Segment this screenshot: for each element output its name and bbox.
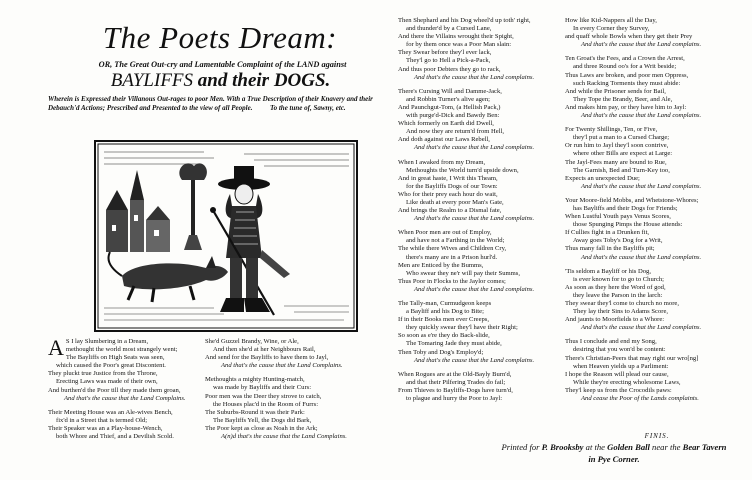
verse-line: Thus Laws are broken, and poor men Oppress, — [565, 71, 689, 79]
verse-line: And that's the cause that the Land complains. — [414, 73, 535, 81]
stanza — [398, 159, 570, 224]
verse-line: When Rogues are at the Old-Bayly Burn'd, — [398, 370, 512, 378]
verse-line: When I awaked from my Dream, — [398, 158, 486, 166]
verse-line: And send for the Bayliffs to have them to Jayl, — [205, 354, 329, 362]
verse-line: to plague and hurry the Poor to Jayl: — [406, 395, 503, 403]
finis-text: FINIS. — [644, 432, 670, 440]
stanza — [565, 55, 745, 120]
verse-line: From Thieves to Bayliffs-Dogs have turn'd, — [398, 386, 513, 394]
verse-line: those Spunging Pimps the House attends: — [573, 221, 683, 229]
verse-line: Methoughts the World turn'd upside down, — [406, 166, 519, 174]
verse-line: The Jayl-Fees many are bound to Rue, — [565, 158, 667, 166]
verse-line: has Bayliffs and their Dogs for Friends; — [573, 204, 678, 212]
verse-line: The Poor kept as close as Noah in the Ark; — [205, 424, 318, 432]
verse-line: And that's the cause that the Land complains. — [581, 182, 702, 190]
verse-line: And that's the cause that the Land complains. — [581, 253, 702, 261]
stanza — [565, 197, 745, 262]
verse-line: with purge'd-Dick and Bawdy Ben: — [406, 112, 500, 120]
stanza — [565, 268, 745, 333]
verse-line: methought the world most strangely went; — [65, 346, 178, 354]
verse-line: and three Round oo's for a Writ beside; — [573, 63, 677, 71]
verse-line: the Houses plac'd in the Room of Furrs: — [213, 400, 319, 408]
verse-line: And Paunchgut-Tom, (a Hellish Pack,) — [398, 103, 501, 111]
verse-line: And now they are return'd from Hell, — [406, 128, 505, 136]
verse-line: And jaunts to Moorfields to a Whore: — [565, 316, 665, 324]
verse-line: fix'd in a Street that is termed Old; — [56, 416, 148, 424]
verse-line: And then she'd at her Neighbours Rail, — [213, 346, 316, 354]
verse-line: I hope the Reason will plead our cause, — [565, 370, 669, 378]
verse-line: And thus poor Debters they go to rack, — [398, 65, 501, 73]
verse-line: Thus I conclude and end my Song, — [565, 338, 657, 346]
subtitle: OR, The Great Out-cry and Lamentable Complaint of the LAND against — [98, 60, 347, 69]
verse-line: Their Meeting House was an Ale-wives Bench, — [48, 408, 173, 416]
verse-line: both Whore and Thief, and a Devilish Scold. — [56, 433, 174, 441]
verse-line: for by them once was a Poor Man slain: — [406, 41, 512, 49]
imprint-location: in Pye Corner. — [588, 454, 640, 464]
verse-line: and quaff whole Bowls when they get their Prey — [565, 33, 693, 41]
imprint-printer: P. Brooksby — [541, 442, 584, 452]
verse-line: The Bayliffs on High Seats was seen, — [65, 354, 165, 362]
verse-line: And while the Prisoner sends for Bail, — [565, 87, 666, 95]
verse-line: And brings the Realm to a Dismal fate, — [398, 207, 502, 215]
verse-line: And cease the Poor of the Lands complaints. — [581, 395, 699, 403]
wherein-body: Wherein is Expressed their Villanous Out-rages to poor Men. With a True Description of their Knavery and their Debauch'd Actions; Prescribed and Presented to the view of all People. — [48, 95, 373, 112]
stanza — [565, 17, 745, 49]
verse-line: And that's the cause that the Land complains. — [581, 112, 702, 120]
verse-line: And that's the cause that the Land Complains. — [221, 362, 343, 370]
imprint-prefix: Printed for — [501, 442, 542, 452]
stanza — [565, 338, 745, 403]
headline — [48, 70, 393, 92]
verse-line: Away goes Toby's Dog for a Writ, — [573, 237, 663, 245]
verse-line: The while there Wives and Children Cry, — [398, 245, 507, 253]
imprint — [478, 441, 750, 465]
imprint-sign: Golden Ball — [607, 442, 650, 452]
verse-column-4 — [565, 17, 745, 409]
verse-line: is ever known for to go to Church; — [573, 275, 665, 283]
verse-line: they'l put a man to a Cursed Charge; — [573, 134, 670, 142]
verse-line: Your Moore-field Mobbs, and Whetstone-Whores; — [565, 196, 699, 204]
drop-cap: A — [48, 335, 64, 360]
imprint-mid2: near the — [649, 442, 683, 452]
verse-line: for the Bayliffs Dogs of our Town: — [406, 182, 498, 190]
verse-line: They'l go to Hell a Pick-a-Pack, — [406, 57, 491, 65]
stanza — [48, 335, 203, 403]
headline-part2: and their DOGS. — [193, 70, 331, 91]
verse-line: Thus Poor in Flocks to the Jaylor comes; — [398, 277, 506, 285]
verse-line: When Lustful Youth pays Venus Scores, — [565, 213, 671, 221]
verse-line: How like Kid-Nappers all the Day, — [565, 17, 657, 24]
verse-line: And that's the cause that the Land complains. — [414, 215, 535, 223]
verse-line: And that's the cause that the Land complains. — [414, 144, 535, 152]
verse-line: was made by Bayliffs and their Curs: — [213, 384, 312, 392]
verse-line: And that's the cause that the Land Complains. — [64, 394, 186, 402]
verse-line: They pluckt true Justice from the Throne, — [48, 370, 158, 378]
verse-line: They lay their Sins to Adams Score, — [573, 308, 669, 316]
verse-line: And doth against our Laws Rebell, — [398, 136, 490, 144]
verse-line: If Cullies fight in a Drunken fit, — [565, 229, 650, 237]
verse-line: Or run him to Jayl they'l soon contrive, — [565, 142, 669, 150]
verse-line: When Poor men are out of Employ, — [398, 229, 492, 237]
verse-line: and that their Pilfering Trades do fail; — [406, 378, 506, 386]
verse-line: She'd Guzzel Brandy, Wine, or Ale, — [205, 338, 299, 345]
verse-line: such Racking Torments they must abide: — [573, 79, 681, 87]
verse-line: They Swear before they'l ever lack, — [398, 49, 492, 57]
imprint-tavern: Bear Tavern — [682, 442, 727, 452]
verse-line: Thus many fall in the Bayliffs pit; — [565, 245, 655, 253]
verse-line: And that's the cause that the Land complains. — [414, 356, 535, 364]
verse-line: And burthen'd the Poor till they made them groan, — [48, 386, 181, 394]
verse-line: Men are Enticed by the Bumms, — [398, 261, 484, 269]
verse-line: For Twenty Shillings, Ten, or Five, — [565, 126, 658, 134]
verse-line: A(n)d that's the cause that the Land Complains. — [221, 433, 347, 441]
verse-line: And there the Villains wrought their Spight, — [398, 33, 514, 41]
verse-line: They'l keep us from the Crocodils paws: — [565, 386, 672, 394]
verse-line: and Robbin Turner's alive agen; — [406, 95, 490, 103]
verse-line: desiring that you won'd be content: — [573, 346, 666, 354]
verse-line: Then Shephard and his Dog wheel'd up toth' right, — [398, 17, 531, 24]
verse-column-3 — [398, 17, 570, 409]
verse-line: they quickly swear they'l have their Right; — [406, 324, 518, 332]
verse-line: And that's the cause that the Land complains. — [414, 285, 535, 293]
verse-line: Who for their prey each hour do wait, — [398, 190, 498, 198]
verse-line: And in great haste, I Writ this Theam, — [398, 174, 498, 182]
verse-line: The Bayliffs Yell, the Dogs did Bark, — [213, 416, 312, 424]
verse-line: The Tomaring Jade they must abide, — [406, 340, 502, 348]
verse-line: S I lay Slumbering in a Dream, — [65, 338, 149, 345]
verse-line: where other Bills are expect at Large: — [573, 150, 673, 158]
verse-line: In every Corner they Survey, — [573, 25, 650, 33]
verse-line: And that's the cause that the Land complains. — [581, 41, 702, 49]
verse-line: The Suburbs-Round it was their Park: — [205, 408, 305, 416]
verse-line: Their Speaker was an a Play-house-Wench, — [48, 424, 163, 432]
verse-line: There's Christian-Peers that may right our wro[ng] — [565, 354, 699, 362]
verse-line: The Tally-man, Curmudgeon keeps — [398, 300, 492, 307]
verse-line: they leave the Parson in the larch: — [573, 291, 663, 299]
stanza — [205, 338, 365, 370]
verse-line: So soon as e're they do Back-slide, — [398, 332, 490, 340]
stanza — [398, 300, 570, 365]
verse-line: Which formerly on Earth did Dwell, — [398, 120, 494, 128]
stanza — [398, 88, 570, 153]
verse-line: 'Tis seldom a Bayliff or his Dog, — [565, 267, 651, 275]
verse-line: a Bayliff and his Dog to Bite; — [406, 308, 484, 316]
verse-line: when Heaven yields up a Parliment: — [573, 362, 669, 370]
stanza — [565, 126, 745, 191]
verse-line: And makes him pay, or they have him to Jayl: — [565, 103, 687, 111]
verse-line: They Tope the Brandy, Beer, and Ale, — [573, 95, 673, 103]
verse-line: They swear they'l come to church no more, — [565, 300, 679, 307]
verse-column-1 — [48, 335, 203, 447]
headline-part1: BAYLIFFS — [110, 70, 194, 91]
imprint-mid1: at the — [583, 442, 608, 452]
verse-line: Expects an unexpected Due; — [565, 174, 640, 182]
verse-line: and thunder'd by a Cursed Lane, — [406, 25, 492, 33]
verse-line: There's Cursing Will and Damme-Jack, — [398, 87, 502, 95]
verse-line: there's many are in a Prison hurl'd. — [406, 253, 498, 261]
stanza — [398, 17, 570, 82]
verse-line: Methoughts a mighty Hunting-match, — [205, 376, 305, 384]
verse-line: Like death at every poor Man's Gate, — [406, 198, 504, 206]
page-title: The Poets Dream: — [102, 20, 338, 55]
verse-line: As soon as they here the Word of god, — [565, 283, 666, 291]
stanza — [398, 371, 570, 403]
verse-line: While they're erecting wholesome Laws, — [573, 378, 681, 386]
verse-line: The Garnish, Bed and Turn-Key too, — [573, 166, 670, 174]
stanza — [205, 376, 365, 441]
wherein-text — [48, 95, 386, 113]
stanza — [48, 409, 203, 441]
verse-column-2 — [205, 338, 365, 447]
verse-line: and have not a Farthing in the World; — [406, 237, 505, 245]
verse-line: which caused the Poor's great Discontent. — [56, 362, 166, 370]
verse-line: Then Toby and Dog's Employ'd; — [398, 348, 484, 356]
woodcut-illustration — [94, 140, 358, 332]
verse-line: Poor men was the Deer they strove to catch, — [205, 392, 322, 400]
verse-line: Who swear they ne'r will pay their Summs, — [406, 269, 520, 277]
verse-line: Ten Groat's the Fees, and a Crown the Arrest, — [565, 55, 685, 63]
stanza — [398, 229, 570, 294]
verse-line: Erecting Laws was made of their own, — [56, 378, 158, 386]
verse-line: If in their Books men ever Creeps, — [398, 316, 490, 324]
verse-line: And that's the cause that the Land complains. — [581, 324, 702, 332]
tune-line: To the tune of, Sawny, etc. — [269, 104, 346, 112]
